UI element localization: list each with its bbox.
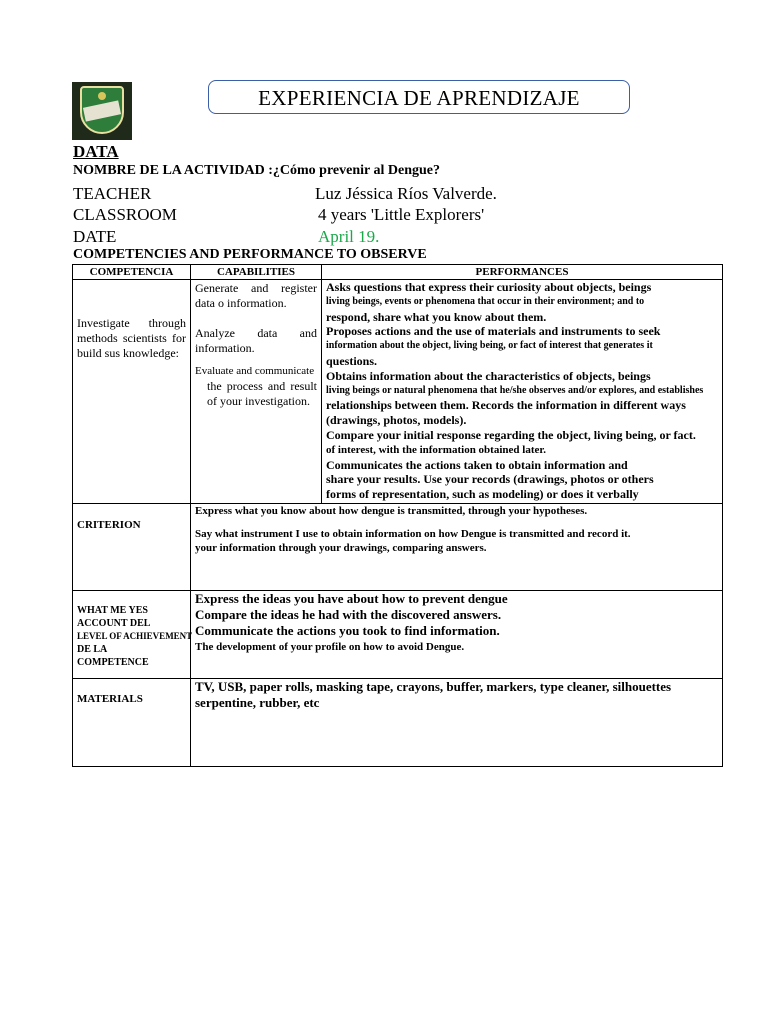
criterion-line: Express what you know about how dengue is transmitted, through your hypotheses. bbox=[195, 505, 588, 517]
achievement-line: Compare the ideas he had with the discovered answers. bbox=[195, 607, 502, 622]
achievement-cell bbox=[191, 591, 723, 679]
table-row bbox=[73, 679, 723, 767]
performance-line: Communicates the actions taken to obtain information and bbox=[326, 457, 628, 472]
classroom-value: 4 years 'Little Explorers' bbox=[318, 205, 485, 224]
performances-cell bbox=[322, 280, 723, 504]
performance-line: share your results. Use your records (drawings, photos or others bbox=[326, 472, 654, 487]
header-capabilities: CAPABILITIES bbox=[191, 265, 322, 280]
teacher-label: TEACHER bbox=[73, 184, 152, 203]
activity-name: NOMBRE DE LA ACTIVIDAD :¿Cómo prevenir al Dengue? bbox=[73, 163, 440, 178]
data-heading: DATA bbox=[73, 142, 119, 161]
competence-text: Investigate through methods scientists for build sus knowledge: bbox=[77, 316, 186, 360]
competency-table bbox=[72, 264, 723, 767]
materials-label: MATERIALS bbox=[73, 679, 191, 767]
achievement-label: ACCOUNT DEL bbox=[77, 618, 151, 629]
materials-cell bbox=[191, 679, 723, 767]
achievement-label: WHAT ME YES bbox=[77, 605, 148, 616]
capability-item: Analyze data and information. bbox=[195, 326, 317, 355]
table-row bbox=[73, 504, 723, 591]
header-competencia: COMPETENCIA bbox=[73, 265, 191, 280]
achievement-label-cell bbox=[73, 591, 191, 679]
document-title: EXPERIENCIA DE APRENDIZAJE bbox=[208, 80, 630, 114]
performance-line: living beings or natural phenomena that he/she observes and/or explores, and establishes bbox=[326, 384, 704, 396]
performance-line: of interest, with the information obtained later. bbox=[326, 443, 546, 456]
achievement-line: Express the ideas you have about how to prevent dengue bbox=[195, 591, 508, 606]
capabilities-cell bbox=[191, 280, 322, 504]
table-header-row bbox=[73, 265, 723, 280]
performance-line: information about the object, living being, or fact of interest that generates it bbox=[326, 340, 653, 352]
performance-line: (drawings, photos, models). bbox=[326, 413, 467, 428]
table-row bbox=[73, 591, 723, 679]
header-performances: PERFORMANCES bbox=[322, 265, 723, 280]
criterion-label: CRITERION bbox=[73, 504, 191, 591]
teacher-value: Luz Jéssica Ríos Valverde. bbox=[315, 184, 497, 203]
performance-line: Obtains information about the characteristics of objects, beings bbox=[326, 368, 651, 383]
performance-line: relationships between them. Records the information in different ways bbox=[326, 398, 686, 413]
achievement-label: LEVEL OF ACHIEVEMENT bbox=[77, 631, 193, 641]
performance-line: Compare your initial response regarding the object, living being, or fact. bbox=[326, 427, 696, 442]
performance-line: respond, share what you know about them. bbox=[326, 309, 547, 324]
achievement-label: DE LA bbox=[77, 644, 108, 655]
performance-line: Proposes actions and the use of materials and instruments to seek bbox=[326, 324, 661, 339]
performance-line: living beings, events or phenomena that occur in their environment; and to bbox=[326, 295, 645, 307]
date-value: April 19. bbox=[318, 227, 380, 246]
achievement-line: Communicate the actions you took to find information. bbox=[195, 623, 500, 638]
achievement-line: The development of your profile on how to avoid Dengue. bbox=[195, 641, 465, 653]
performance-line: Asks questions that express their curiosity about objects, beings bbox=[326, 280, 652, 294]
capability-item: Generate and register data o information. bbox=[195, 281, 317, 310]
criterion-line: your information through your drawings, comparing answers. bbox=[195, 542, 487, 554]
materials-text: TV, USB, paper rolls, masking tape, crayons, buffer, markers, type cleaner, silhouettes serpentine, rubber, etc bbox=[195, 679, 672, 710]
capability-item: the process and result of your investigation. bbox=[207, 379, 317, 408]
capability-item: Evaluate and communicate bbox=[195, 365, 315, 377]
table-row bbox=[73, 280, 723, 504]
criterion-cell bbox=[191, 504, 723, 591]
school-logo bbox=[72, 82, 132, 140]
competencies-title: COMPETENCIES AND PERFORMANCE TO OBSERVE bbox=[73, 247, 427, 262]
date-label: DATE bbox=[73, 227, 117, 246]
criterion-line: Say what instrument I use to obtain information on how Dengue is transmitted and record it. bbox=[195, 528, 631, 540]
performance-line: questions. bbox=[326, 353, 378, 368]
achievement-label: COMPETENCE bbox=[77, 657, 149, 668]
performance-line: forms of representation, such as modeling) or does it verbally bbox=[326, 487, 639, 502]
competence-cell bbox=[73, 280, 191, 504]
classroom-label: CLASSROOM bbox=[73, 205, 177, 224]
